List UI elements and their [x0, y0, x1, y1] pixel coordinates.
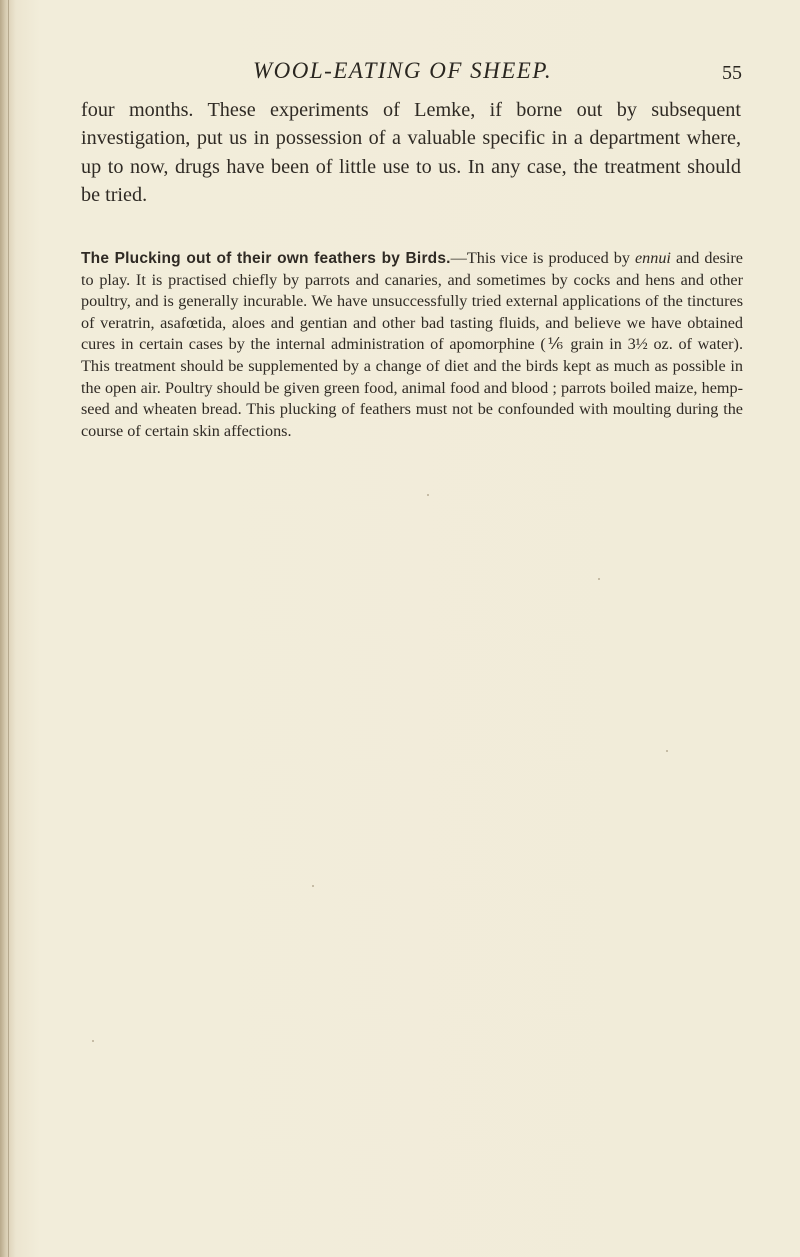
section-text-body: and desire to play. It is practised chiefly by parrots and canaries, and sometimes by cocks and hens and other poultry, and is generally incurable. We have unsuccessfully tried external applications of the tinctures of veratrin, asafœtida, aloes and gentian and other bad tasting fluids, and believe we have obtained cures in certain cases by the internal administration of apomorphine (⅙ grain in 3½ oz. of water). This treatment should be supplemented by a change of diet and the birds kept as much as possible in the open air. Poultry should be given green food, animal food and blood ; parrots boiled maize, hemp-seed and wheaten bread. This plucking of feathers must not be confounded with moulting during the course of certain skin affections.	[81, 249, 743, 440]
paragraph-continuation-text: four months. These experiments of Lemke, if borne out by subsequent investigation, put us in possession of a valuable specific in a department where, up to now, drugs have been of little use to us. In any case, the treatment should be tried.	[81, 99, 741, 206]
section-feather-plucking	[81, 248, 743, 442]
page-gutter	[8, 0, 9, 1257]
section-text-intro: This vice is produced by	[466, 249, 635, 267]
paper-speck	[92, 1040, 94, 1042]
section-heading: The Plucking out of their own feathers by Birds.	[81, 250, 451, 267]
paper-speck	[598, 578, 600, 580]
paper-speck	[427, 494, 429, 496]
page-number: 55	[722, 62, 742, 84]
paper-speck	[312, 885, 314, 887]
heading-dash: —	[450, 249, 467, 267]
italic-term: ennui	[634, 249, 671, 267]
paragraph-continuation	[81, 96, 741, 209]
paper-speck	[666, 750, 668, 752]
running-title: WOOL-EATING OF SHEEP.	[253, 58, 553, 83]
page-header	[0, 58, 800, 88]
